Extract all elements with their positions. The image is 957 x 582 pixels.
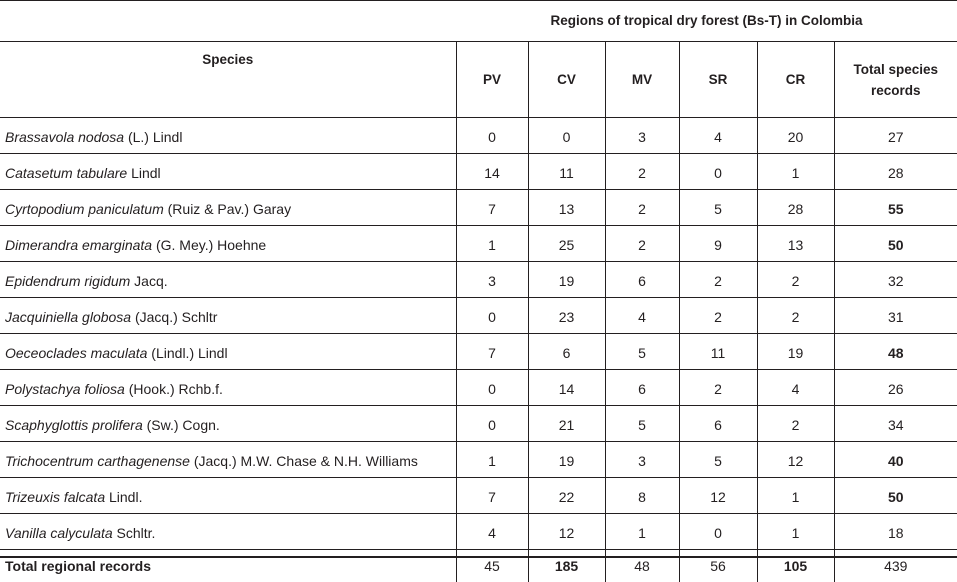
species-author: Lindl. (105, 489, 142, 505)
value-cell-cr: 13 (757, 226, 834, 262)
value-cell-mv: 2 (605, 190, 679, 226)
table-row (0, 442, 957, 478)
value-cell-cr: 1 (757, 154, 834, 190)
species-author: (Jacq.) M.W. Chase & N.H. Williams (190, 453, 418, 469)
value-cell-mv: 2 (605, 154, 679, 190)
value-cell-cv: 19 (528, 262, 605, 298)
species-scientific-name: Brassavola nodosa (5, 129, 124, 145)
column-header-cv: CV (528, 42, 605, 118)
value-cell-pv: 0 (456, 406, 528, 442)
value-cell-mv: 2 (605, 226, 679, 262)
value-cell-sr: 5 (679, 442, 757, 478)
column-header-sr: SR (679, 42, 757, 118)
species-name-cell (0, 478, 456, 514)
value-cell-sr: 2 (679, 262, 757, 298)
species-name-cell (0, 226, 456, 262)
value-cell-mv: 3 (605, 442, 679, 478)
species-scientific-name: Polystachya foliosa (5, 381, 125, 397)
column-header-cr: CR (757, 42, 834, 118)
species-scientific-name: Dimerandra emarginata (5, 237, 152, 253)
species-scientific-name: Trizeuxis falcata (5, 489, 105, 505)
value-cell-cv: 12 (528, 514, 605, 550)
value-cell-cr: 28 (757, 190, 834, 226)
total-regional-label: Total regional records (0, 550, 456, 582)
grand-total: 439 (834, 550, 957, 582)
value-cell-cr: 20 (757, 118, 834, 154)
column-header-row (0, 42, 957, 118)
species-scientific-name: Epidendrum rigidum (5, 273, 130, 289)
regional-total-pv: 45 (456, 550, 528, 582)
table-row (0, 190, 957, 226)
value-cell-cv: 19 (528, 442, 605, 478)
value-cell-sr: 12 (679, 478, 757, 514)
species-author: Lindl (127, 165, 160, 181)
value-cell-cv: 21 (528, 406, 605, 442)
species-author: (Sw.) Cogn. (143, 417, 220, 433)
value-cell-cv: 22 (528, 478, 605, 514)
total-regional-records-row (0, 550, 957, 582)
table-row (0, 226, 957, 262)
value-cell-sr: 6 (679, 406, 757, 442)
species-scientific-name: Catasetum tabulare (5, 165, 127, 181)
total-species-cell: 27 (834, 118, 957, 154)
species-scientific-name: Vanilla calyculata (5, 525, 113, 541)
species-name-cell (0, 334, 456, 370)
value-cell-pv: 1 (456, 226, 528, 262)
species-author: Schltr. (113, 525, 156, 541)
value-cell-mv: 5 (605, 334, 679, 370)
value-cell-mv: 1 (605, 514, 679, 550)
region-title: Regions of tropical dry forest (Bs-T) in Colombia (456, 0, 957, 42)
species-name-cell (0, 442, 456, 478)
value-cell-cr: 1 (757, 478, 834, 514)
table-row (0, 334, 957, 370)
value-cell-cr: 2 (757, 298, 834, 334)
region-header-row (0, 0, 957, 42)
value-cell-pv: 7 (456, 478, 528, 514)
value-cell-mv: 6 (605, 262, 679, 298)
species-author: (Lindl.) Lindl (147, 345, 227, 361)
table-row (0, 118, 957, 154)
species-author: (Ruiz & Pav.) Garay (164, 201, 291, 217)
value-cell-cv: 13 (528, 190, 605, 226)
species-author: (Hook.) Rchb.f. (125, 381, 223, 397)
value-cell-cv: 25 (528, 226, 605, 262)
species-author: (G. Mey.) Hoehne (152, 237, 266, 253)
species-scientific-name: Jacquiniella globosa (5, 309, 131, 325)
value-cell-mv: 4 (605, 298, 679, 334)
species-scientific-name: Oeceoclades maculata (5, 345, 147, 361)
value-cell-pv: 7 (456, 334, 528, 370)
value-cell-sr: 0 (679, 514, 757, 550)
regional-total-sr: 56 (679, 550, 757, 582)
total-header-line1: Total species (853, 62, 938, 77)
value-cell-pv: 0 (456, 118, 528, 154)
value-cell-sr: 11 (679, 334, 757, 370)
total-header-line2: records (871, 83, 921, 98)
total-species-cell: 50 (834, 226, 957, 262)
value-cell-mv: 3 (605, 118, 679, 154)
column-header-mv: MV (605, 42, 679, 118)
value-cell-pv: 0 (456, 370, 528, 406)
total-species-cell: 40 (834, 442, 957, 478)
value-cell-cr: 19 (757, 334, 834, 370)
species-scientific-name: Cyrtopodium paniculatum (5, 201, 164, 217)
value-cell-cr: 4 (757, 370, 834, 406)
species-scientific-name: Trichocentrum carthagenense (5, 453, 190, 469)
value-cell-pv: 14 (456, 154, 528, 190)
value-cell-cv: 0 (528, 118, 605, 154)
regional-total-mv: 48 (605, 550, 679, 582)
species-name-cell (0, 406, 456, 442)
species-name-cell (0, 514, 456, 550)
column-header-pv: PV (456, 42, 528, 118)
total-species-cell: 48 (834, 334, 957, 370)
value-cell-cr: 2 (757, 262, 834, 298)
value-cell-pv: 0 (456, 298, 528, 334)
empty-header-cell (0, 0, 456, 42)
value-cell-sr: 9 (679, 226, 757, 262)
value-cell-pv: 1 (456, 442, 528, 478)
total-species-cell: 34 (834, 406, 957, 442)
regional-total-cv: 185 (528, 550, 605, 582)
value-cell-mv: 6 (605, 370, 679, 406)
species-column-header: Species (0, 42, 456, 118)
value-cell-cr: 2 (757, 406, 834, 442)
table-row (0, 262, 957, 298)
species-name-cell (0, 298, 456, 334)
table-row (0, 370, 957, 406)
total-species-cell: 28 (834, 154, 957, 190)
total-species-cell: 31 (834, 298, 957, 334)
value-cell-cv: 23 (528, 298, 605, 334)
total-species-cell: 26 (834, 370, 957, 406)
value-cell-sr: 2 (679, 298, 757, 334)
total-species-cell: 50 (834, 478, 957, 514)
value-cell-sr: 0 (679, 154, 757, 190)
species-scientific-name: Scaphyglottis prolifera (5, 417, 143, 433)
value-cell-cr: 1 (757, 514, 834, 550)
value-cell-cv: 14 (528, 370, 605, 406)
value-cell-mv: 5 (605, 406, 679, 442)
species-name-cell (0, 370, 456, 406)
species-author: Jacq. (130, 273, 167, 289)
value-cell-cv: 11 (528, 154, 605, 190)
species-name-cell (0, 118, 456, 154)
species-name-cell (0, 262, 456, 298)
value-cell-cv: 6 (528, 334, 605, 370)
value-cell-pv: 7 (456, 190, 528, 226)
table-row (0, 154, 957, 190)
value-cell-mv: 8 (605, 478, 679, 514)
value-cell-sr: 4 (679, 118, 757, 154)
species-author: (Jacq.) Schltr (131, 309, 217, 325)
regional-total-cr: 105 (757, 550, 834, 582)
value-cell-sr: 2 (679, 370, 757, 406)
species-author: (L.) Lindl (124, 129, 182, 145)
total-species-cell: 18 (834, 514, 957, 550)
species-name-cell (0, 154, 456, 190)
table-row (0, 514, 957, 550)
table-row (0, 406, 957, 442)
value-cell-cr: 12 (757, 442, 834, 478)
total-species-records-header (834, 42, 957, 118)
table-row (0, 478, 957, 514)
species-name-cell (0, 190, 456, 226)
value-cell-pv: 4 (456, 514, 528, 550)
table-row (0, 298, 957, 334)
value-cell-sr: 5 (679, 190, 757, 226)
total-species-cell: 32 (834, 262, 957, 298)
total-species-cell: 55 (834, 190, 957, 226)
value-cell-pv: 3 (456, 262, 528, 298)
